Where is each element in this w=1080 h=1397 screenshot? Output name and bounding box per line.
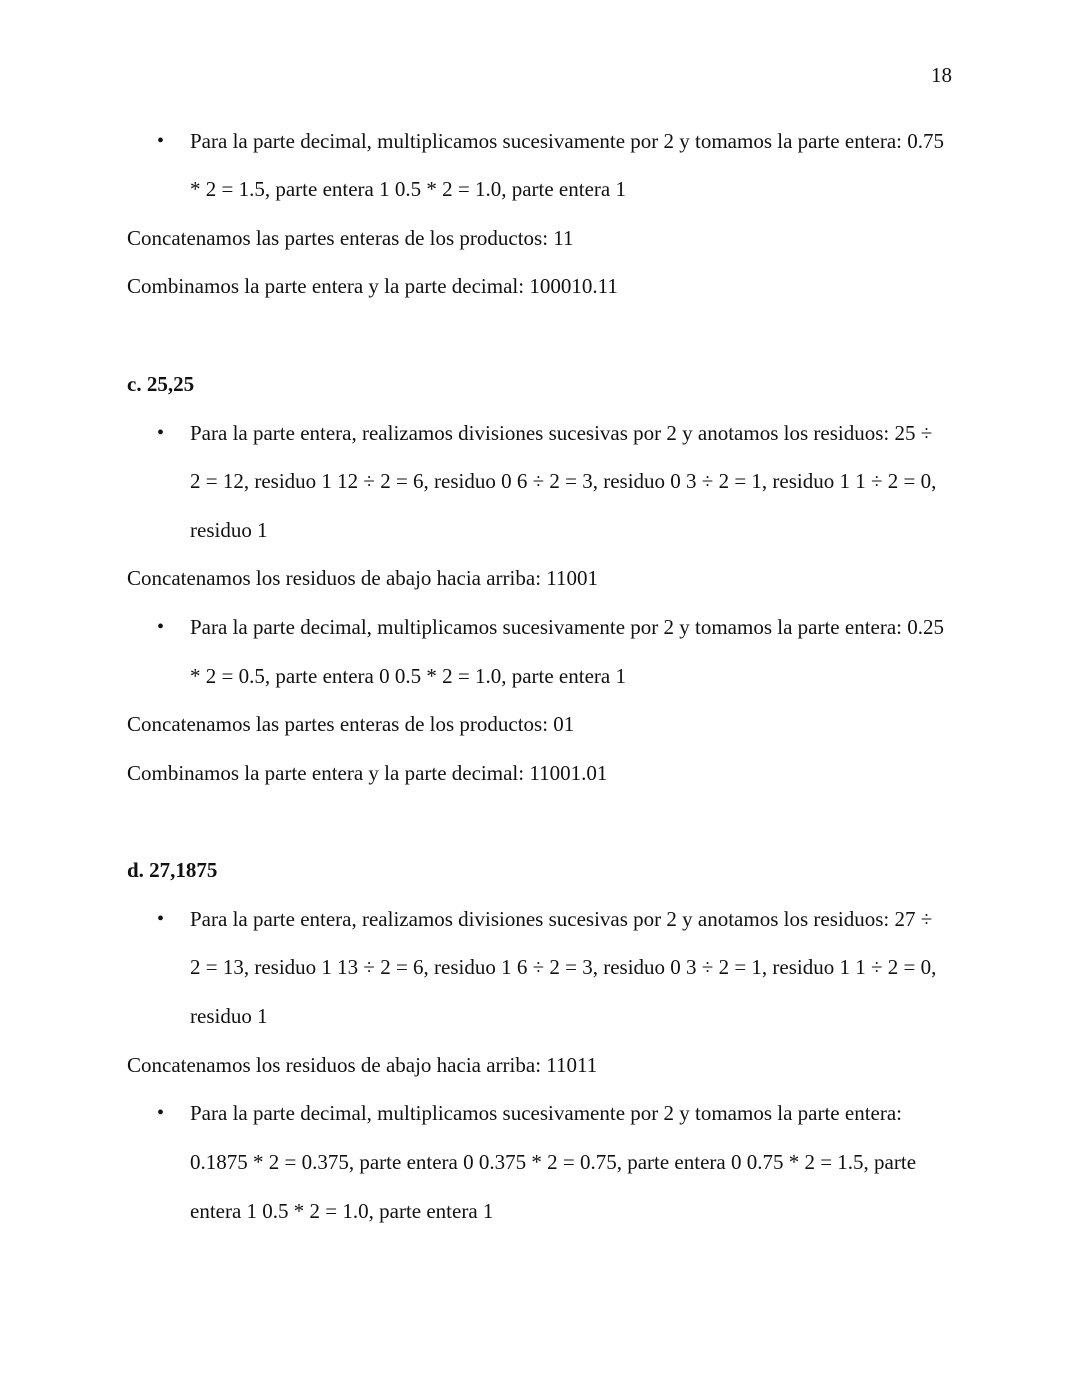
c-combine: Combinamos la parte entera y la parte decimal: 11001.01 (127, 761, 608, 785)
d-concat-residues: Concatenamos los residuos de abajo hacia arriba: 11011 (127, 1053, 598, 1077)
d-decimal-line-2: 0.1875 * 2 = 0.375, parte entera 0 0.375 * 2 = 0.75, parte entera 0 0.75 * 2 = 1.5, parte (190, 1150, 917, 1174)
c-concat-residues: Concatenamos los residuos de abajo hacia arriba: 11001 (127, 566, 598, 590)
d-integer-line-1: Para la parte entera, realizamos divisiones sucesivas por 2 y anotamos los residuos: 27 ÷ (190, 907, 933, 931)
c-integer-line-1: Para la parte entera, realizamos divisiones sucesivas por 2 y anotamos los residuos: 25 ÷ (190, 421, 933, 445)
bullet-icon: • (157, 130, 165, 152)
d-integer-line-2: 2 = 13, residuo 1 13 ÷ 2 = 6, residuo 1 6 ÷ 2 = 3, residuo 0 3 ÷ 2 = 1, residuo 1 1 ÷ 2 = 0, (190, 955, 937, 979)
bullet-icon: • (157, 616, 165, 638)
section-c-heading: c. 25,25 (127, 372, 195, 396)
d-decimal-line-1: Para la parte decimal, multiplicamos sucesivamente por 2 y tomamos la parte entera: (190, 1101, 903, 1125)
b-decimal-line-2: * 2 = 1.5, parte entera 1 0.5 * 2 = 1.0, parte entera 1 (190, 177, 626, 201)
d-decimal-line-3: entera 1 0.5 * 2 = 1.0, parte entera 1 (190, 1199, 494, 1223)
section-d-heading: d. 27,1875 (127, 858, 218, 882)
b-concat-products: Concatenamos las partes enteras de los productos: 11 (127, 226, 574, 250)
c-decimal-line-2: * 2 = 0.5, parte entera 0 0.5 * 2 = 1.0, parte entera 1 (190, 664, 626, 688)
bullet-icon: • (157, 908, 165, 930)
c-integer-line-3: residuo 1 (190, 518, 268, 542)
c-concat-products: Concatenamos las partes enteras de los productos: 01 (127, 712, 575, 736)
bullet-icon: • (157, 1102, 165, 1124)
d-integer-line-3: residuo 1 (190, 1004, 268, 1028)
b-combine: Combinamos la parte entera y la parte decimal: 100010.11 (127, 274, 618, 298)
page-number: 18 (931, 63, 952, 87)
bullet-icon: • (157, 422, 165, 444)
c-integer-line-2: 2 = 12, residuo 1 12 ÷ 2 = 6, residuo 0 6 ÷ 2 = 3, residuo 0 3 ÷ 2 = 1, residuo 1 1 ÷ 2 = 0, (190, 469, 937, 493)
b-decimal-line-1: Para la parte decimal, multiplicamos sucesivamente por 2 y tomamos la parte entera: 0.75 (190, 129, 945, 153)
c-decimal-line-1: Para la parte decimal, multiplicamos sucesivamente por 2 y tomamos la parte entera: 0.25 (190, 615, 945, 639)
